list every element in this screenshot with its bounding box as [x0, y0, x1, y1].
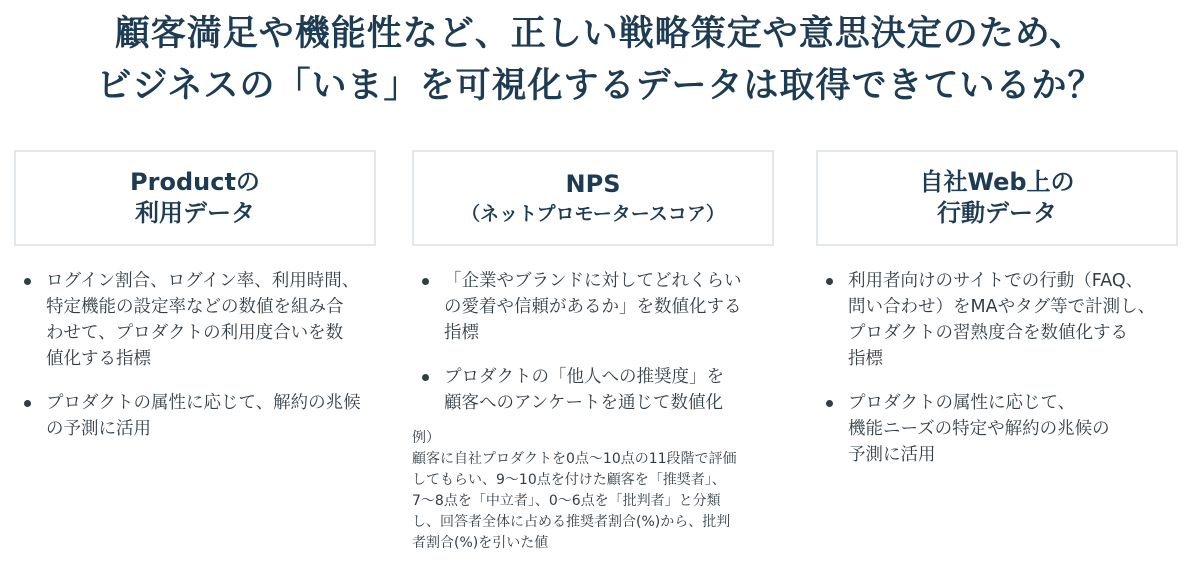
bullet-line: 顧客へのアンケートを通じて数値化	[444, 393, 723, 413]
card-product-usage	[14, 150, 376, 246]
example-line: してもらい、9〜10点を付けた顧客を「推奨者」、	[412, 472, 726, 488]
bullet-line: プロダクトの属性に応じて、解約の兆候	[46, 393, 361, 413]
bullet-line: 機能ニーズの特定や解約の兆候の	[848, 419, 1110, 439]
example-line: 顧客に自社プロダクトを0点〜10点の11段階で評価	[412, 451, 737, 467]
list-item	[816, 390, 1178, 468]
bullet-line: プロダクトの「他人への推奨度」を	[444, 367, 724, 387]
bullet-list	[412, 268, 774, 416]
list-item	[816, 268, 1178, 372]
headline-line-2: ビジネスの「いま」を可視化するデータは取得できているか？	[96, 66, 1104, 106]
bullet-line: 問い合わせ）をMAやタグ等で計測し、	[848, 297, 1156, 317]
headline-line-1: 顧客満足や機能性など、正しい戦略策定や意思決定のため、	[114, 14, 1086, 54]
bullet-line: プロダクトの習熟度合を数値化する	[848, 323, 1128, 343]
column-web-behavior	[816, 150, 1178, 486]
card-subtitle: （ネットプロモータースコア）	[461, 202, 725, 225]
bullet-line: の予測に活用	[46, 419, 151, 439]
column-nps	[412, 150, 774, 554]
bullet-line: 特定機能の設定率などの数値を組み合	[46, 297, 344, 317]
card-web-behavior	[816, 150, 1178, 246]
nps-example	[412, 428, 774, 554]
bullet-list	[816, 268, 1178, 468]
list-item	[14, 390, 376, 442]
example-line: 7〜8点を「中立者」、0〜6点を「批判者」と分類	[412, 493, 721, 509]
bullet-icon	[24, 400, 31, 407]
bullet-line: ログイン割合、ログイン率、利用時間、	[46, 271, 360, 291]
example-line: 例）	[412, 430, 440, 446]
card-subtitle: 行動データ	[937, 199, 1057, 227]
bullet-line: わせて、プロダクトの利用度合いを数	[46, 323, 344, 343]
bullet-icon	[422, 374, 429, 381]
card-title: NPS	[565, 169, 621, 198]
example-line: し、回答者全体に占める推奨者割合(%)から、批判	[412, 514, 731, 530]
bullet-icon	[826, 278, 833, 285]
card-nps	[412, 150, 774, 246]
headline	[0, 8, 1200, 112]
bullet-list	[14, 268, 376, 442]
list-item	[412, 364, 774, 416]
bullet-line: 値化する指標	[46, 349, 151, 369]
bullet-icon	[826, 400, 833, 407]
card-subtitle: 利用データ	[135, 199, 255, 227]
bullet-line: 利用者向けのサイトでの行動（FAQ、	[848, 271, 1144, 291]
bullet-line: 「企業やブランドに対してどれくらい	[444, 271, 742, 291]
card-title: Productの	[130, 168, 260, 196]
bullet-line: プロダクトの属性に応じて、	[848, 393, 1076, 413]
example-line: 者割合(%)を引いた値	[412, 535, 549, 551]
column-product-usage	[14, 150, 376, 460]
bullet-line: の愛着や信頼があるか」を数値化する	[444, 297, 742, 317]
list-item	[412, 268, 774, 346]
list-item	[14, 268, 376, 372]
bullet-line: 指標	[444, 323, 479, 343]
bullet-line: 予測に活用	[848, 445, 936, 465]
bullet-icon	[24, 278, 31, 285]
card-title: 自社Web上の	[919, 168, 1075, 196]
bullet-icon	[422, 278, 429, 285]
bullet-line: 指標	[848, 349, 883, 369]
